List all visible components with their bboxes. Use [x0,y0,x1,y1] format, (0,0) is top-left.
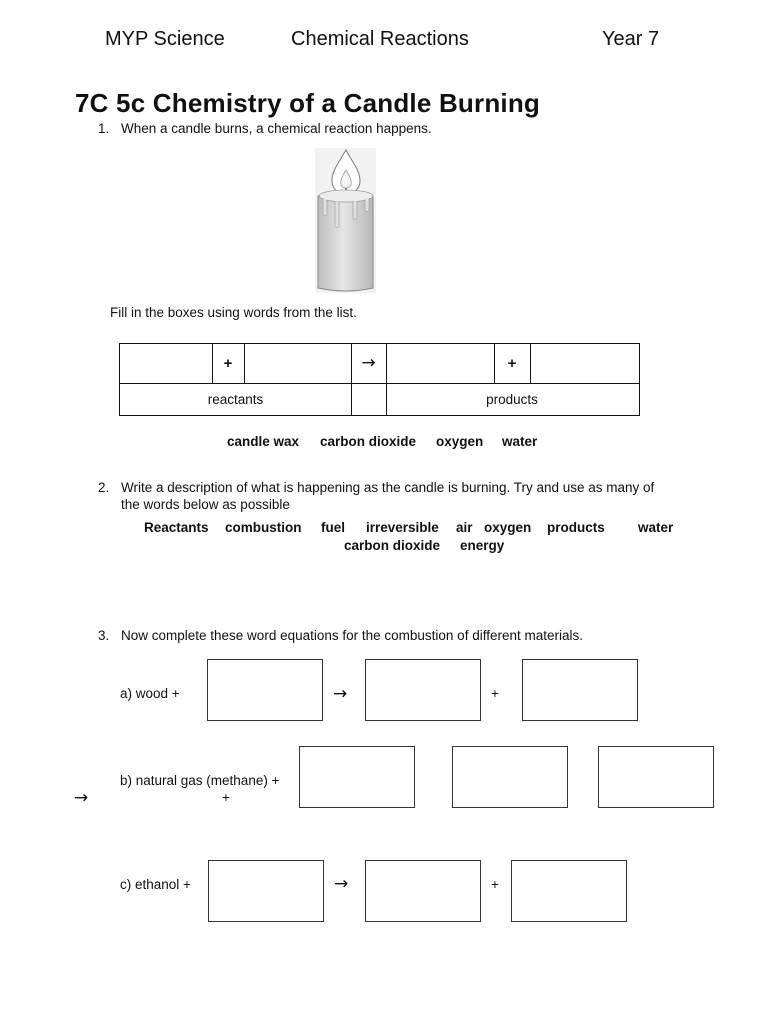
candle-image [315,148,376,293]
reactants-label: reactants [207,392,264,407]
header-course: MYP Science [105,28,225,50]
plus-sign: + [491,686,499,701]
word-list-item: water [502,434,538,449]
q2-word: products [547,520,605,535]
q2-word: air [456,520,473,535]
q3b-product-1-box[interactable] [452,746,568,808]
q2-number: 2. [98,480,110,495]
plus-sign: + [507,355,517,372]
word-list-item: oxygen [436,434,484,449]
products-label: products [486,392,538,407]
q2-line1: Write a description of what is happening as the candle is burning. Try and use as many of [121,480,655,495]
arrow-icon: → [74,788,89,808]
header-year: Year 7 [602,28,660,50]
header-topic: Chemical Reactions [291,28,469,50]
table-row-divider [120,383,639,384]
q2-line2: the words below as possible [121,497,290,512]
product-1-box[interactable] [386,344,494,383]
q3b-reactant-box[interactable] [299,746,415,808]
plus-sign: + [491,877,499,892]
q3a-product-1-box[interactable] [365,659,481,721]
q2-word: Reactants [144,520,209,535]
q3c-product-2-box[interactable] [511,860,627,922]
q3b-product-2-box[interactable] [598,746,714,808]
reactant-2-box[interactable] [244,344,351,383]
q1-instruction: Fill in the boxes using words from the list. [110,305,357,320]
word-list-item: carbon dioxide [320,434,417,449]
plus-sign: + [222,790,230,805]
q3a-reactant-box[interactable] [207,659,323,721]
q3b-label: b) natural gas (methane) + [120,773,280,788]
q2-word: fuel [321,520,346,535]
reactant-1-box[interactable] [120,344,212,383]
arrow-icon: → [361,353,376,373]
q2-word: oxygen [484,520,532,535]
q2-word: carbon dioxide [344,538,441,553]
q3c-product-1-box[interactable] [365,860,481,922]
q3-text: Now complete these word equations for the combustion of different materials. [121,628,583,643]
q3a-product-2-box[interactable] [522,659,638,721]
q2-word: combustion [225,520,302,535]
candle-equation-table [119,343,640,416]
q2-word: energy [460,538,505,553]
word-list-item: candle wax [227,434,300,449]
q1-text: When a candle burns, a chemical reaction happens. [121,121,432,136]
q3-number: 3. [98,628,110,643]
q3c-reactant-box[interactable] [208,860,324,922]
plus-sign: + [223,355,233,372]
q3c-label: c) ethanol + [120,877,191,892]
q3a-label: a) wood + [120,686,180,701]
page-title: 7C 5c Chemistry of a Candle Burning [75,88,540,118]
q1-number: 1. [98,121,110,136]
q2-word: irreversible [366,520,439,535]
arrow-icon: → [333,684,348,704]
arrow-icon: → [334,874,349,894]
q2-word: water [638,520,674,535]
product-2-box[interactable] [530,344,638,383]
